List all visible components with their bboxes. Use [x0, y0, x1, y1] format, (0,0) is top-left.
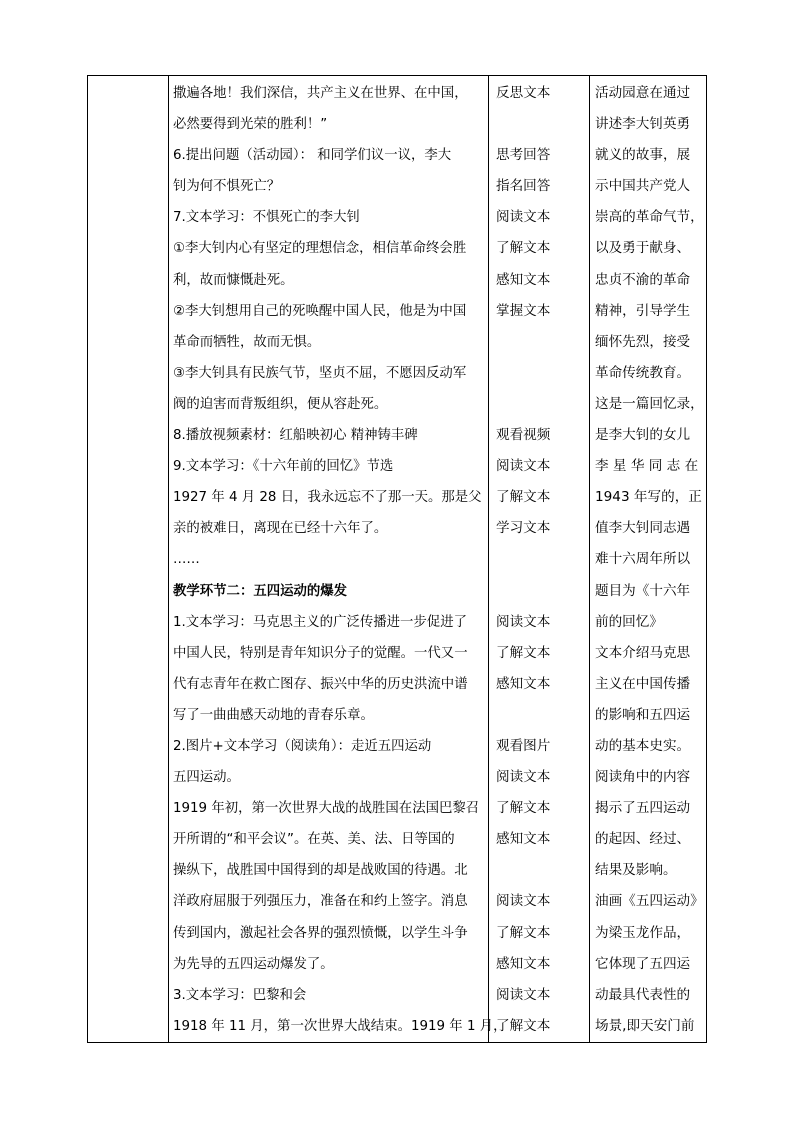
- activity-line: 感知文本: [496, 831, 551, 848]
- intent-line: 难十六周年所以: [595, 551, 691, 568]
- content-line: 亲的被难日，离现在已经十六年了。: [173, 521, 388, 537]
- content-line: 1918 年 11 月，第一次世界大战结束。1919 年 1 月，: [173, 1018, 507, 1034]
- intent-line: 是李大钊的女儿: [595, 427, 691, 444]
- content-line: 五四运动。: [173, 770, 240, 786]
- content-line: 为先导的五四运动爆发了。: [173, 956, 334, 972]
- content-line: 1927 年 4 月 28 日，我永远忘不了那一天。那是父: [173, 490, 482, 506]
- content-line: ①李大钊内心有坚定的理想信念，相信革命终会胜: [173, 241, 467, 257]
- column-divider: [168, 76, 169, 1042]
- content-line: 必然要得到光荣的胜利！”: [173, 117, 328, 133]
- activity-line: [496, 576, 586, 607]
- content-line: 利，故而慷慨赴死。: [173, 272, 294, 288]
- activity-line: 思考回答: [496, 147, 551, 164]
- intent-line: 油画《五四运动》: [595, 893, 704, 910]
- intent-line: 题目为《十六年: [595, 582, 691, 599]
- activity-line: 感知文本: [496, 675, 551, 692]
- activity-line: 阅读文本: [496, 986, 551, 1003]
- intent-line: 揭示了五四运动: [595, 800, 691, 817]
- intent-line: 结果及影响。: [595, 862, 677, 879]
- intent-line: 它体现了五四运: [595, 955, 691, 972]
- content-line: 6.提出问题（活动园）： 和同学们议一议，李大: [173, 148, 452, 164]
- intent-line: 精神，引导学生: [595, 302, 691, 319]
- column-divider: [488, 76, 489, 1042]
- activity-line: [496, 544, 586, 575]
- content-line: 1.文本学习：马克思主义的广泛传播进一步促进了: [173, 614, 467, 630]
- content-line: ②李大钊想用自己的死唤醒中国人民，他是为中国: [173, 303, 467, 319]
- activity-line: 观看图片: [496, 737, 551, 754]
- intent-line: 场景,即天安门前: [595, 1017, 695, 1034]
- content-line: 写了一曲曲感天动地的青春乐章。: [173, 707, 374, 723]
- content-line: 阀的迫害而背叛组织，便从容赴死。: [173, 396, 388, 412]
- intent-line: 以及勇于献身、: [595, 240, 691, 257]
- activity-line: 阅读文本: [496, 209, 551, 226]
- activity-line: 了解文本: [496, 800, 551, 817]
- intent-line: 讲述李大钊英勇: [595, 116, 691, 133]
- content-line: 2.图片+文本学习（阅读角）：走近五四运动: [173, 738, 432, 754]
- activity-line: 掌握文本: [496, 302, 551, 319]
- activity-line: [496, 389, 586, 420]
- activity-line: [496, 109, 586, 140]
- content-line: 3.文本学习：巴黎和会: [173, 987, 307, 1003]
- activity-line: 学习文本: [496, 520, 551, 537]
- design-intent-column: [595, 78, 705, 1042]
- activity-line: 了解文本: [496, 240, 551, 257]
- intent-line: 前的回忆》: [595, 613, 663, 630]
- intent-line: 示中国共产党人: [595, 178, 691, 195]
- content-line: 传到国内，激起社会各界的强烈愤慨，以学生斗争: [173, 925, 468, 941]
- intent-line: 李 星 华 同 志 在: [595, 458, 699, 475]
- section-heading: 教学环节二：五四运动的爆发: [173, 583, 348, 599]
- intent-line: 为梁玉龙作品，: [595, 924, 691, 941]
- activity-line: 阅读文本: [496, 613, 551, 630]
- intent-line: 的影响和五四运: [595, 706, 691, 723]
- activity-line: 了解文本: [496, 1017, 551, 1034]
- intent-line: 文本介绍马克思: [595, 644, 691, 661]
- content-line: ③李大钊具有民族气节，坚贞不屈，不愿因反动军: [173, 365, 467, 381]
- intent-line: 动的基本史实。: [595, 737, 691, 754]
- intent-line: 的起因、经过、: [595, 831, 691, 848]
- activity-line: 反思文本: [496, 85, 551, 101]
- activity-line: 阅读文本: [496, 458, 551, 475]
- activity-line: [496, 358, 586, 389]
- intent-line: 阅读角中的内容: [595, 769, 691, 786]
- content-line: 洋政府屈服于列强压力，准备在和约上签字。消息: [173, 894, 468, 910]
- intent-line: 活动园意在通过: [595, 85, 691, 101]
- content-line: 7.文本学习：不惧死亡的李大钊: [173, 210, 360, 226]
- lesson-plan-table: [87, 75, 707, 1043]
- content-line: 中国人民，特别是青年知识分子的觉醒。一代又一: [173, 645, 468, 661]
- intent-line: 忠贞不渝的革命: [595, 271, 691, 288]
- activity-line: [496, 700, 586, 731]
- activity-line: 感知文本: [496, 955, 551, 972]
- activity-line: 阅读文本: [496, 769, 551, 786]
- content-line: ……: [173, 552, 200, 568]
- intent-line: 值李大钊同志遇: [595, 520, 691, 537]
- activity-line: 观看视频: [496, 427, 551, 444]
- activity-line: 了解文本: [496, 489, 551, 506]
- content-line: 钊为何不惧死亡？: [173, 179, 281, 195]
- column-divider: [589, 76, 590, 1042]
- student-activity-column: [496, 78, 586, 1042]
- intent-line: 崇高的革命气节，: [595, 209, 704, 226]
- intent-line: 1943 年写的，正: [595, 489, 702, 506]
- activity-line: 感知文本: [496, 271, 551, 288]
- activity-line: 指名回答: [496, 178, 551, 195]
- activity-line: [496, 855, 586, 886]
- content-line: 8.播放视频素材：红船映初心 精神铸丰碑: [173, 428, 418, 444]
- intent-line: 动最具代表性的: [595, 986, 691, 1003]
- content-line: 1919 年初，第一次世界大战的战胜国在法国巴黎召: [173, 801, 480, 817]
- activity-line: 了解文本: [496, 924, 551, 941]
- teaching-content-column: [173, 78, 507, 1042]
- content-line: 开所谓的“和平会议”。在英、美、法、日等国的: [173, 832, 455, 848]
- intent-line: 革命传统教育。: [595, 364, 691, 381]
- intent-line: 缅怀先烈，接受: [595, 333, 691, 350]
- intent-line: 就义的故事，展: [595, 147, 691, 164]
- activity-line: [496, 327, 586, 358]
- content-line: 操纵下，战胜国中国得到的却是战败国的待遇。北: [173, 863, 468, 879]
- content-line: 革命而牺牲，故而无惧。: [173, 334, 321, 350]
- intent-line: 这是一篇回忆录，: [595, 395, 704, 412]
- content-line: 撒遍各地！我们深信，共产主义在世界、在中国，: [173, 86, 468, 101]
- activity-line: 阅读文本: [496, 893, 551, 910]
- activity-line: 了解文本: [496, 644, 551, 661]
- content-line: 代有志青年在救亡图存、振兴中华的历史洪流中谱: [173, 676, 468, 692]
- intent-line: 主义在中国传播: [595, 675, 691, 692]
- content-line: 9.文本学习：《十六年前的回忆》节选: [173, 459, 394, 475]
